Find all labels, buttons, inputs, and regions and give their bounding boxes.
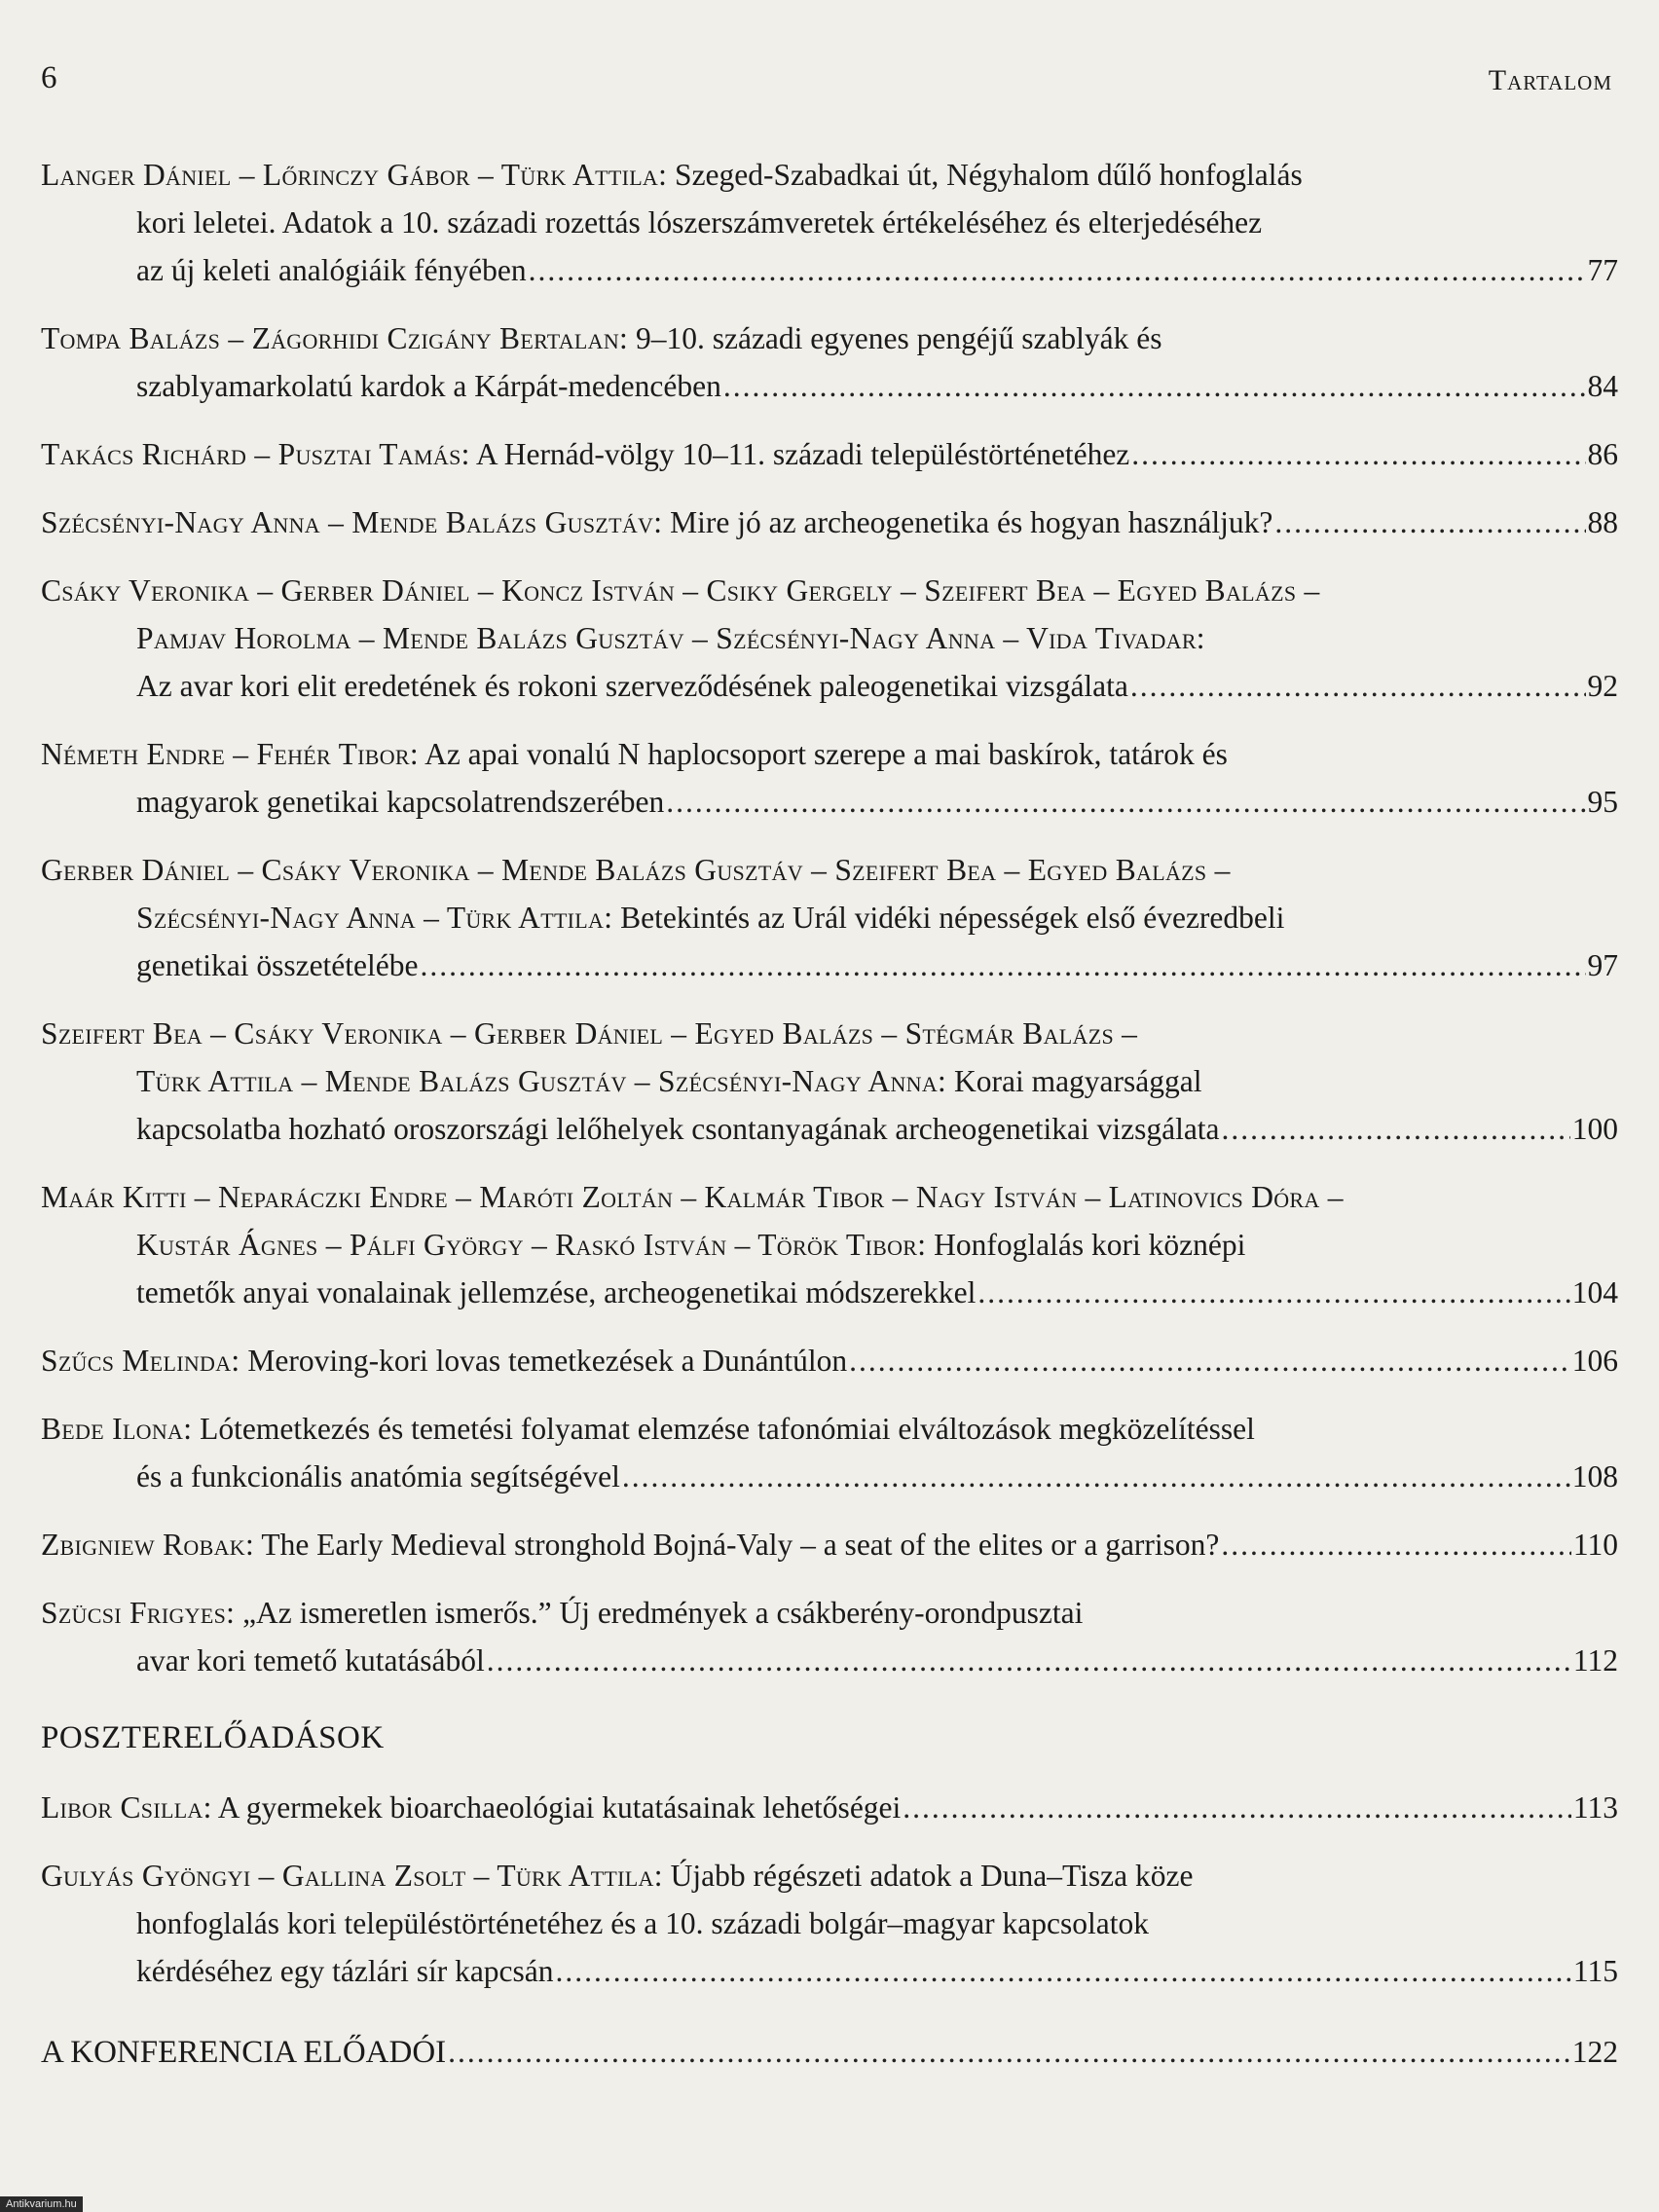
entry-line [41,1637,1618,1684]
entry-page-number: 97 [1587,948,1618,982]
entry-page-number: 122 [1571,2035,1618,2069]
toc-entry [41,1010,1618,1153]
entry-page-number: 115 [1572,1954,1618,1988]
toc-entry [41,730,1618,826]
entry-line [41,1521,1618,1568]
entry-line [41,1057,1618,1105]
entry-authors: Szücsi Frigyes: [41,1596,236,1630]
dot-leader [1274,498,1585,546]
entry-authors: Maár Kitti – Neparáczki Endre – Maróti Zoltán – Kalmár Tibor – Nagy István – Latinovics Dóra – [41,1180,1344,1214]
entry-line: kori leletei. Adatok a 10. századi rozettás lószerszámveretek értékeléséhez és elterjedéséhez [136,205,1263,240]
toc-entry [41,498,1618,546]
toc-entry [41,1852,1618,1995]
toc-entry [41,1589,1618,1684]
entry-title: 9–10. századi egyenes pengéjű szablyák és [628,321,1162,355]
dot-leader [1221,1521,1571,1568]
entry-page-number: 100 [1571,1112,1618,1146]
entry-page-number: 110 [1572,1528,1618,1562]
entry-title: Korai magyarsággal [946,1064,1202,1098]
entry-authors: Szécsényi-Nagy Anna – Mende Balázs Gusztáv: [41,505,663,539]
entry-title: kapcsolatba hozható oroszországi lelőhelyek csontanyagának archeogenetikai vizsgálata [136,1112,1220,1146]
entry-line [41,846,1618,894]
entry-line [41,1784,1618,1831]
section-heading-posters: POSZTERELŐADÁSOK [41,1720,385,1755]
entry-authors: Libor Csilla: [41,1790,212,1825]
entry-title: temetők anyai vonalainak jellemzése, archeogenetikai módszerekkel [136,1275,977,1309]
entry-line [41,1105,1618,1153]
entry-title: Meroving-kori lovas temetkezések a Dunántúlon [240,1344,848,1378]
entry-title: A Hernád-völgy 10–11. századi településtörténetéhez [469,437,1130,471]
running-head: Tartalom [1488,64,1612,96]
dot-leader [1222,1105,1570,1153]
entry-line [41,1173,1618,1221]
toc-entry [41,1405,1618,1500]
toc-entry [41,314,1618,410]
entry-title: „Az ismeretlen ismerős.” Új eredmények a csákberény-orondpusztai [235,1596,1084,1630]
entry-line [41,894,1618,941]
entry-page-number: 88 [1587,505,1618,539]
entry-line [41,246,1618,294]
entry-line [41,941,1618,989]
entry-authors: Langer Dániel – Lőrinczy Gábor – Türk Attila: [41,158,668,192]
entry-line [41,1947,1618,1995]
table-of-contents [41,151,1618,2097]
entry-line [41,314,1618,362]
dot-leader [1130,662,1586,710]
entry-text [41,430,1129,478]
entry-authors: Kustár Ágnes – Pálfi György – Raskó István – Török Tibor: [136,1228,927,1262]
entry-authors: Csáky Veronika – Gerber Dániel – Koncz István – Csiky Gergely – Szeifert Bea – Egyed Balázs – [41,573,1320,608]
entry-page-number: 108 [1571,1459,1618,1493]
entry-title: magyarok genetikai kapcsolatrendszerében [136,785,665,819]
page-header [41,60,1612,109]
entry-authors: Pamjav Horolma – Mende Balázs Gusztáv – Szécsényi-Nagy Anna – Vida Tivadar: [136,621,1205,655]
entry-title: A gyermekek bioarchaeológiai kutatásainak lehetőségei [211,1790,902,1825]
entry-title: avar kori temető kutatásából [136,1643,485,1677]
entry-page-number: 113 [1572,1790,1618,1825]
entry-page-number: 84 [1587,369,1618,403]
entry-line [41,1337,1618,1384]
entry-text [41,1784,901,1831]
entry-authors: Türk Attila – Mende Balázs Gusztáv – Szécsényi-Nagy Anna: [136,1064,947,1098]
entry-line [41,1852,1618,1899]
entry-title: szablyamarkolatú kardok a Kárpát-medencében [136,369,721,403]
entry-authors: Szeifert Bea – Csáky Veronika – Gerber Dániel – Egyed Balázs – Stégmár Balázs – [41,1016,1138,1051]
toc-entry [41,567,1618,710]
entry-line [41,430,1618,478]
entry-line [41,1269,1618,1316]
entry-title: Lótemetkezés és temetési folyamat elemzése tafonómiai elváltozások megközelítéssel [192,1412,1255,1446]
toc-entry [41,846,1618,989]
toc-entry [41,1337,1618,1384]
entry-authors: Németh Endre – Fehér Tibor: [41,737,419,771]
entry-line [41,1221,1618,1269]
entry-title: Az apai vonalú N haplocsoport szerepe a mai baskírok, tatárok és [418,737,1228,771]
dot-leader [487,1637,1571,1684]
entry-text [41,498,1272,546]
entry-authors: Gerber Dániel – Csáky Veronika – Mende Balázs Gusztáv – Szeifert Bea – Egyed Balázs – [41,853,1231,887]
entry-title: az új keleti analógiáik fényében [136,253,527,287]
entry-line [41,614,1618,662]
entry-line [41,730,1618,778]
entry-line [41,362,1618,410]
entry-line [41,151,1618,199]
dot-leader [666,778,1585,826]
dot-leader [977,1269,1569,1316]
entry-line [41,662,1618,710]
dot-leader [849,1337,1570,1384]
entry-line [41,1453,1618,1500]
dot-leader [529,246,1586,294]
entry-line [41,498,1618,546]
entry-authors: Gulyás Gyöngyi – Gallina Zsolt – Türk Attila: [41,1859,663,1893]
dot-leader [556,1947,1571,1995]
entry-title: The Early Medieval stronghold Bojná-Valy – a seat of the elites or a garrison? [254,1528,1220,1562]
entry-line [41,1010,1618,1057]
dot-leader [723,362,1586,410]
toc-entry [41,1173,1618,1316]
page-number: 6 [41,60,57,95]
dot-leader [622,1453,1570,1500]
entry-page-number: 86 [1587,437,1618,471]
toc-entry [41,430,1618,478]
dot-leader [448,2028,1570,2076]
entry-authors: Takács Richárd – Pusztai Tamás: [41,437,470,471]
dot-leader [420,941,1585,989]
entry-title: és a funkcionális anatómia segítségével [136,1459,620,1493]
entry-title: kérdéséhez egy tázlári sír kapcsán [136,1954,554,1988]
entry-text [41,1521,1219,1568]
entry-title: Az avar kori elit eredetének és rokoni szerveződésének paleogenetikai vizsgálata [136,669,1128,703]
entry-line [41,1405,1618,1453]
entry-authors: Szécsényi-Nagy Anna – Türk Attila: [136,901,613,935]
entry-title: genetikai összetételébe [136,948,419,982]
dot-leader [1131,430,1585,478]
entry-title: Újabb régészeti adatok a Duna–Tisza köze [662,1859,1194,1893]
entry-text [41,1337,847,1384]
entry-title: Szeged-Szabadkai út, Négyhalom dűlő honfoglalás [667,158,1303,192]
toc-entry [41,151,1618,294]
toc-entry-final [41,2028,1618,2077]
entry-title: Honfoglalás kori köznépi [926,1228,1246,1262]
entry-authors: Szűcs Melinda: [41,1344,240,1378]
entry-title: Mire jó az archeogenetika és hogyan használjuk? [662,505,1273,539]
entry-title: Betekintés az Urál vidéki népességek első évezredbeli [612,901,1285,935]
entry-line [41,1589,1618,1637]
watermark: Antikvarium.hu [0,2196,83,2212]
entry-line [41,778,1618,826]
dot-leader [903,1784,1571,1831]
toc-entry [41,1784,1618,1831]
entry-line [41,2028,1618,2077]
entry-authors: Zbigniew Robak: [41,1528,255,1562]
entry-authors: Bede Ilona: [41,1412,193,1446]
entry-title: A KONFERENCIA ELŐADÓI [41,2035,447,2070]
entry-authors: Tompa Balázs – Zágorhidi Czigány Bertalan: [41,321,629,355]
entry-page-number: 95 [1587,785,1618,819]
entry-line [41,567,1618,614]
entry-page-number: 77 [1587,253,1618,287]
entry-page-number: 106 [1571,1344,1618,1378]
entry-page-number: 112 [1572,1643,1618,1677]
toc-entry [41,1521,1618,1568]
entry-page-number: 92 [1587,669,1618,703]
entry-page-number: 104 [1571,1275,1618,1309]
entry-line: honfoglalás kori településtörténetéhez és a 10. századi bolgár–magyar kapcsolatok [136,1906,1149,1940]
